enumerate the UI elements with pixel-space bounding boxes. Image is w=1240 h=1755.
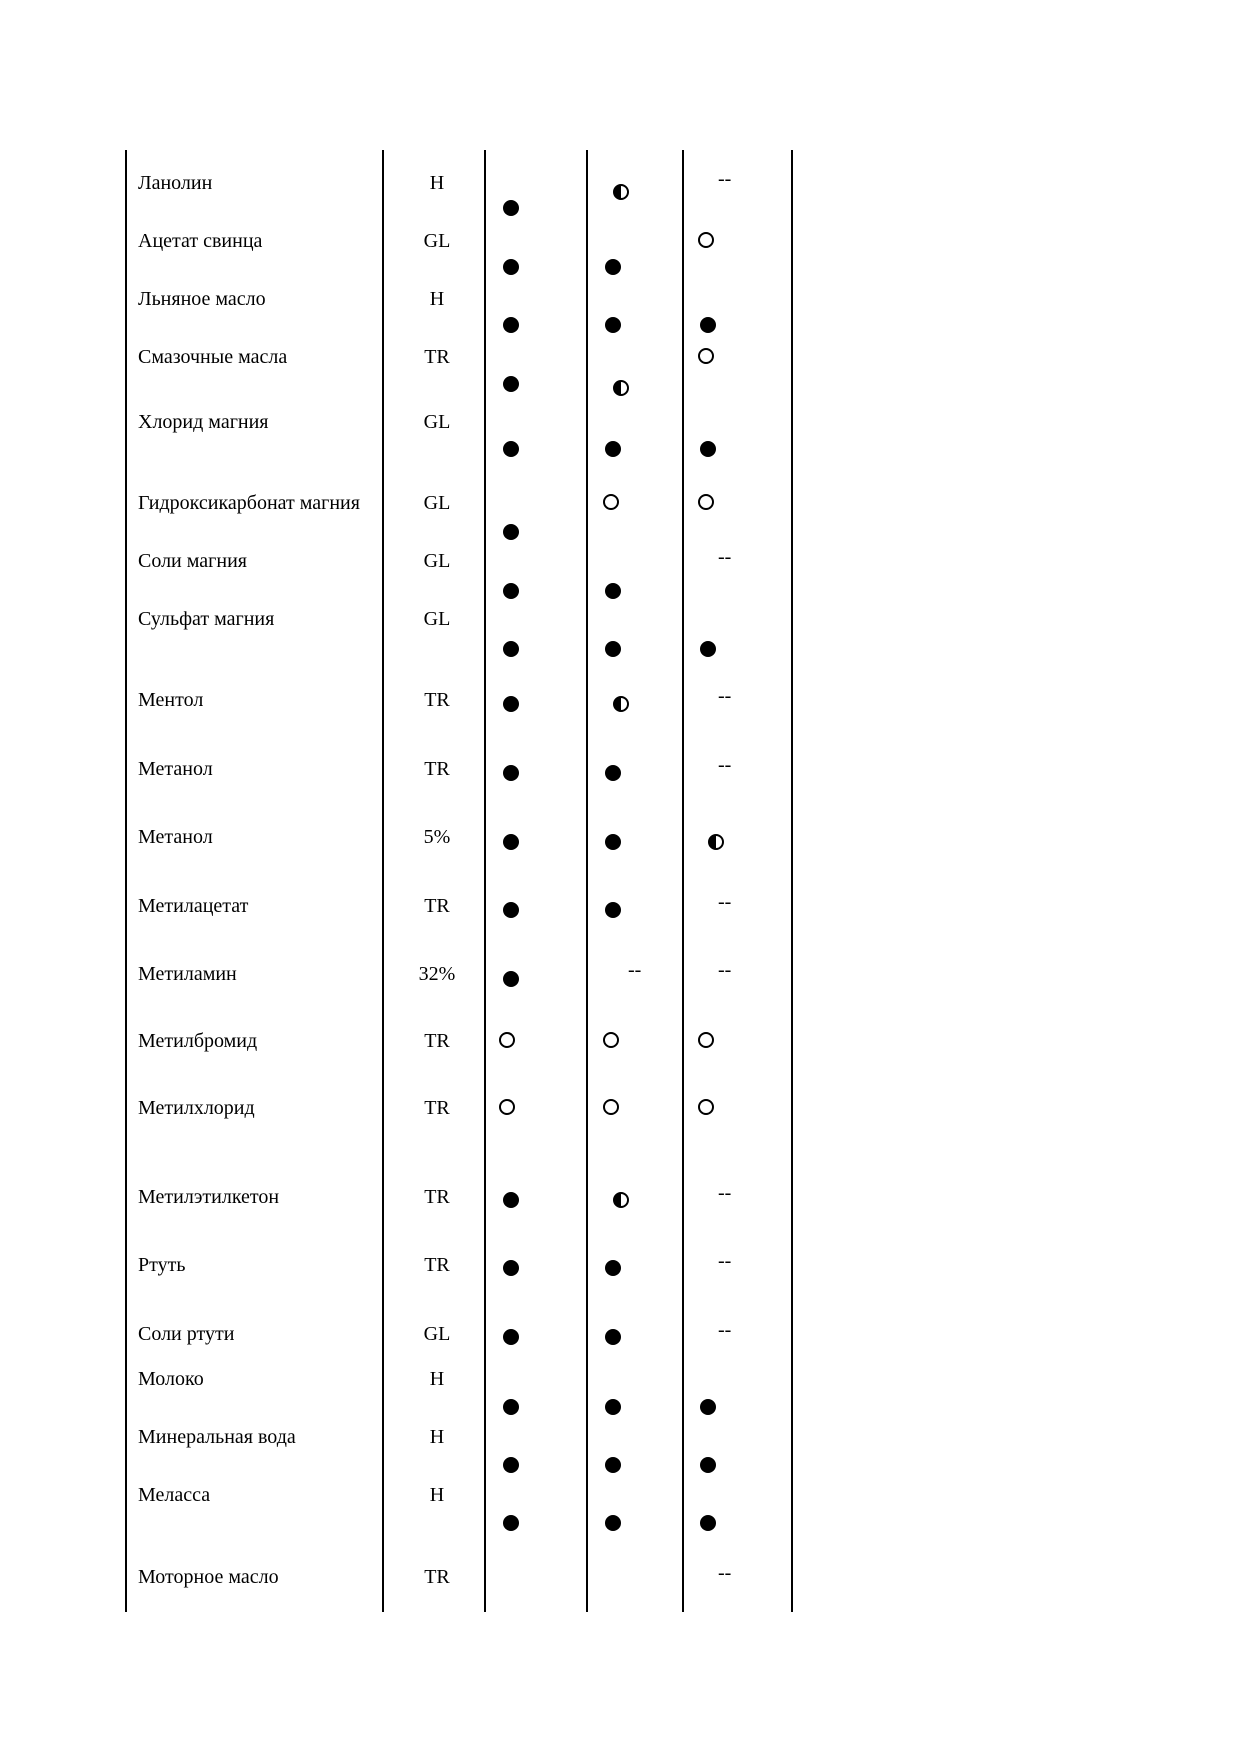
concentration: 5%	[423, 826, 451, 848]
filled-circle-icon	[503, 902, 519, 918]
filled-circle-icon	[503, 1260, 519, 1276]
not-tested-dash: --	[718, 546, 732, 568]
filled-circle-icon	[503, 1515, 519, 1531]
half-filled-circle-icon	[708, 834, 724, 850]
filled-circle-icon	[503, 834, 519, 850]
filled-circle-icon	[503, 259, 519, 275]
not-tested-dash: --	[718, 1562, 732, 1584]
half-filled-circle-icon	[613, 696, 629, 712]
substance-name: Льняное масло	[138, 288, 266, 310]
column-divider-2	[484, 150, 486, 1612]
filled-circle-icon	[605, 1457, 621, 1473]
filled-circle-icon	[503, 441, 519, 457]
filled-circle-icon	[503, 317, 519, 333]
filled-circle-icon	[503, 376, 519, 392]
concentration: H	[429, 288, 445, 310]
filled-circle-icon	[503, 641, 519, 657]
concentration: GL	[423, 411, 451, 433]
filled-circle-icon	[700, 441, 716, 457]
substance-name: Хлорид магния	[138, 411, 269, 433]
filled-circle-icon	[700, 317, 716, 333]
substance-name: Смазочные масла	[138, 346, 288, 368]
half-filled-circle-icon	[613, 1192, 629, 1208]
concentration: TR	[424, 1566, 450, 1588]
table-border-left	[125, 150, 127, 1612]
not-tested-dash: --	[718, 1182, 732, 1204]
substance-name: Ацетат свинца	[138, 230, 263, 252]
substance-name: Соли магния	[138, 550, 247, 572]
filled-circle-icon	[605, 1329, 621, 1345]
filled-circle-icon	[605, 834, 621, 850]
open-circle-icon	[603, 1032, 619, 1048]
open-circle-icon	[603, 494, 619, 510]
column-divider-1	[382, 150, 384, 1612]
filled-circle-icon	[503, 1457, 519, 1473]
substance-name: Ртуть	[138, 1254, 186, 1276]
not-tested-dash: --	[718, 1250, 732, 1272]
not-tested-dash: --	[718, 891, 732, 913]
filled-circle-icon	[700, 641, 716, 657]
concentration: TR	[424, 1097, 450, 1119]
filled-circle-icon	[605, 441, 621, 457]
concentration: TR	[424, 689, 450, 711]
concentration: H	[429, 172, 445, 194]
filled-circle-icon	[700, 1457, 716, 1473]
filled-circle-icon	[605, 259, 621, 275]
column-divider-3	[586, 150, 588, 1612]
substance-name: Метилацетат	[138, 895, 249, 917]
open-circle-icon	[499, 1032, 515, 1048]
substance-name: Меласса	[138, 1484, 211, 1506]
not-tested-dash: --	[718, 754, 732, 776]
substance-name: Метилхлорид	[138, 1097, 255, 1119]
concentration: H	[429, 1484, 445, 1506]
filled-circle-icon	[605, 765, 621, 781]
filled-circle-icon	[503, 583, 519, 599]
half-filled-circle-icon	[613, 184, 629, 200]
substance-name: Гидроксикарбонат магния	[138, 492, 360, 514]
half-filled-circle-icon	[613, 380, 629, 396]
not-tested-dash: --	[718, 168, 732, 190]
filled-circle-icon	[700, 1399, 716, 1415]
filled-circle-icon	[605, 902, 621, 918]
not-tested-dash: --	[718, 959, 732, 981]
concentration: GL	[423, 1323, 451, 1345]
filled-circle-icon	[503, 200, 519, 216]
substance-name: Сульфат магния	[138, 608, 275, 630]
concentration: TR	[424, 895, 450, 917]
concentration: H	[429, 1368, 445, 1390]
open-circle-icon	[698, 232, 714, 248]
filled-circle-icon	[605, 317, 621, 333]
substance-name: Моторное масло	[138, 1566, 279, 1588]
concentration: TR	[424, 346, 450, 368]
substance-name: Минеральная вода	[138, 1426, 296, 1448]
filled-circle-icon	[605, 641, 621, 657]
filled-circle-icon	[503, 696, 519, 712]
substance-name: Метанол	[138, 826, 213, 848]
concentration: H	[429, 1426, 445, 1448]
substance-name: Метилэтилкетон	[138, 1186, 280, 1208]
substance-name: Молоко	[138, 1368, 204, 1390]
substance-name: Метиламин	[138, 963, 237, 985]
concentration: 32%	[418, 963, 456, 985]
filled-circle-icon	[605, 1399, 621, 1415]
filled-circle-icon	[503, 1399, 519, 1415]
concentration: TR	[424, 1254, 450, 1276]
open-circle-icon	[698, 494, 714, 510]
substance-name: Метилбромид	[138, 1030, 258, 1052]
not-tested-dash: --	[628, 959, 642, 981]
open-circle-icon	[698, 348, 714, 364]
filled-circle-icon	[503, 1192, 519, 1208]
open-circle-icon	[698, 1099, 714, 1115]
open-circle-icon	[698, 1032, 714, 1048]
concentration: TR	[424, 1030, 450, 1052]
filled-circle-icon	[503, 524, 519, 540]
not-tested-dash: --	[718, 1319, 732, 1341]
column-divider-4	[682, 150, 684, 1612]
table-border-right	[791, 150, 793, 1612]
concentration: GL	[423, 550, 451, 572]
concentration: TR	[424, 758, 450, 780]
concentration: GL	[423, 230, 451, 252]
substance-name: Метанол	[138, 758, 213, 780]
concentration: TR	[424, 1186, 450, 1208]
concentration: GL	[423, 492, 451, 514]
filled-circle-icon	[605, 1260, 621, 1276]
substance-name: Ментол	[138, 689, 204, 711]
filled-circle-icon	[503, 971, 519, 987]
open-circle-icon	[603, 1099, 619, 1115]
open-circle-icon	[499, 1099, 515, 1115]
not-tested-dash: --	[718, 685, 732, 707]
filled-circle-icon	[700, 1515, 716, 1531]
substance-name: Соли ртути	[138, 1323, 235, 1345]
filled-circle-icon	[503, 765, 519, 781]
substance-name: Ланолин	[138, 172, 213, 194]
filled-circle-icon	[605, 583, 621, 599]
filled-circle-icon	[605, 1515, 621, 1531]
concentration: GL	[423, 608, 451, 630]
filled-circle-icon	[503, 1329, 519, 1345]
